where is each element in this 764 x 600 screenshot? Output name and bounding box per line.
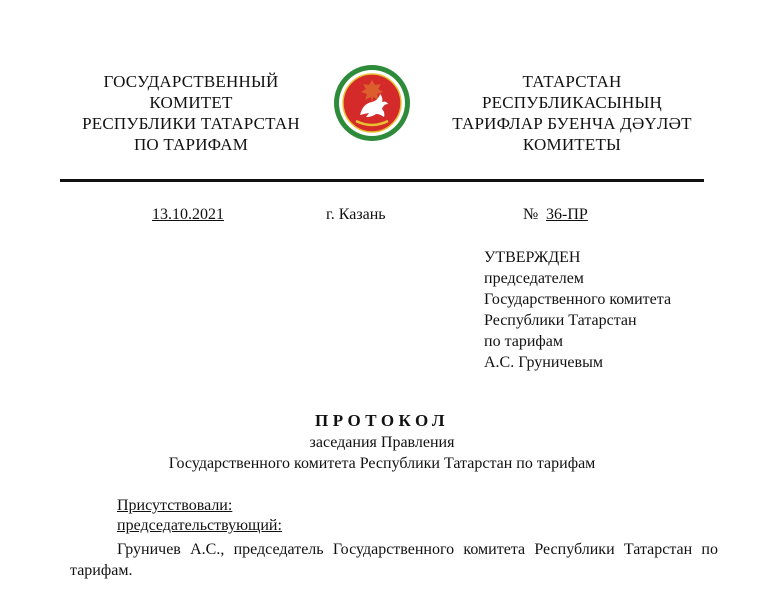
protocol-title: ПРОТОКОЛ: [314, 411, 449, 430]
header-left-line: ПО ТАРИФАМ: [133, 135, 249, 154]
approval-line: по тарифам: [484, 333, 564, 350]
document-date: 13.10.2021: [152, 206, 224, 223]
header-right-line: РЕСПУБЛИКАСЫНЫҢ: [482, 93, 662, 112]
number-sign: №: [523, 206, 539, 223]
header-left-block: [66, 71, 316, 155]
header-left-line: ГОСУДАРСТВЕННЫЙ: [103, 72, 279, 91]
present-label: Присутствовали:: [117, 497, 233, 514]
emblem-graphic: [332, 63, 412, 143]
header-right-block: [432, 71, 712, 155]
approval-line: А.С. Груничевым: [484, 354, 603, 371]
header-left-line: РЕСПУБЛИКИ ТАТАРСТАН: [82, 114, 300, 133]
header-right-line: ТАТАРСТАН: [522, 72, 622, 91]
approval-line: председателем: [484, 270, 584, 287]
approval-line: Республики Татарстан: [484, 312, 637, 329]
approval-line: УТВЕРЖДЕН: [484, 249, 581, 266]
chair-description: Груничев А.С., председатель Государственного комитета Республики Татарстан по тарифам.: [70, 541, 718, 579]
approval-line: Государственного комитета: [484, 291, 672, 308]
header-right-line: КОМИТЕТЫ: [522, 135, 622, 154]
document-number: 36-ПР: [546, 206, 588, 223]
approval-block: [484, 247, 671, 373]
header-left-line: КОМИТЕТ: [149, 93, 233, 112]
header-right-line: ТАРИФЛАР БУЕНЧА ДӘҮЛӘТ: [452, 114, 692, 133]
protocol-subtitle-organization: Государственного комитета Республики Татарстан по тарифам: [168, 455, 596, 472]
tatarstan-coat-of-arms-icon: [332, 63, 412, 143]
chair-label: председательствующий:: [117, 517, 282, 534]
document-city: г. Казань: [326, 206, 386, 223]
header-divider: [60, 179, 704, 182]
protocol-subtitle: заседания Правления: [309, 434, 455, 451]
